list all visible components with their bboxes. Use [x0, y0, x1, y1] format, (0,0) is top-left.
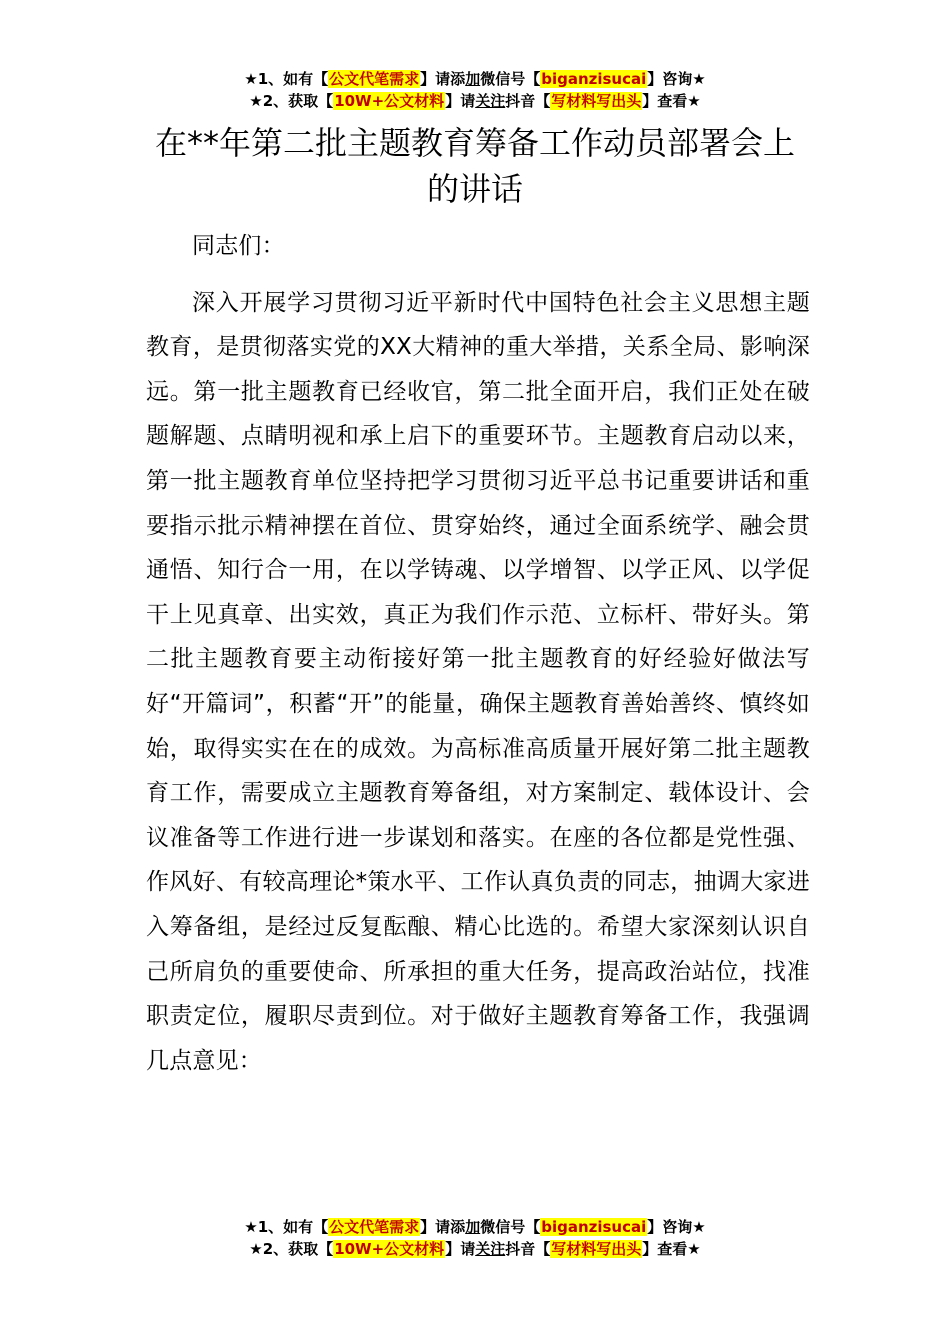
notice-line-2: ★2、获取【10W+公文材料】请关注抖音【写材料写出头】查看★ — [249, 92, 701, 110]
highlight-douyin: 写材料写出头 — [551, 92, 642, 110]
footer-notice — [0, 1216, 950, 1260]
highlight-ghostwriting: 公文代笔需求 — [329, 1218, 420, 1236]
highlight-materials: 10W+公文材料 — [334, 1240, 445, 1258]
notice-line-2: ★2、获取【10W+公文材料】请关注抖音【写材料写出头】查看★ — [249, 1240, 701, 1258]
document-body — [146, 224, 810, 1083]
notice-line-1: ★1、如有【公文代笔需求】请添加微信号【biganzisucai】咨询★ — [244, 70, 706, 88]
notice-line-1: ★1、如有【公文代笔需求】请添加微信号【biganzisucai】咨询★ — [244, 1218, 706, 1236]
paragraph-1: 深入开展学习贯彻习近平新时代中国特色社会主义思想主题教育，是贯彻落实党的XX大精神的重大举措，关系全局、影响深远。第一批主题教育已经收官，第二批全面开启，我们正处在破题解题、点睛明视和承上启下的重要环节。主题教育启动以来，第一批主题教育单位坚持把学习贯彻习近平总书记重要讲话和重要指示批示精神摆在首位、贯穿始终，通过全面系统学、融会贯通悟、知行合一用，在以学铸魂、以学增智、以学正风、以学促干上见真章、出实效，真正为我们作示范、立标杆、带好头。第二批主题教育要主动衔接好第一批主题教育的好经验好做法写好“开篇词”，积蓄“开”的能量，确保主题教育善始善终、慎终如始，取得实实在在的成效。为高标准高质量开展好第二批主题教育工作，需要成立主题教育筹备组，对方案制定、载体设计、会议准备等工作进行进一步谋划和落实。在座的各位都是党性强、作风好、有较高理论*策水平、工作认真负责的同志，抽调大家进入筹备组，是经过反复酝酿、精心比选的。希望大家深刻认识自己所肩负的重要使命、所承担的重大任务，提高政治站位，找准职责定位，履职尽责到位。对于做好主题教育筹备工作，我强调几点意见： — [146, 289, 810, 1074]
highlight-ghostwriting: 公文代笔需求 — [329, 70, 420, 88]
highlight-wechat-id: biganzisucai — [541, 70, 647, 88]
document-title: 在**年第二批主题教育筹备工作动员部署会上的讲话 — [154, 124, 795, 208]
highlight-douyin: 写材料写出头 — [551, 1240, 642, 1258]
highlight-materials: 10W+公文材料 — [334, 92, 445, 110]
highlight-wechat-id: biganzisucai — [541, 1218, 647, 1236]
header-notice — [0, 68, 950, 112]
salutation: 同志们： — [192, 233, 285, 259]
